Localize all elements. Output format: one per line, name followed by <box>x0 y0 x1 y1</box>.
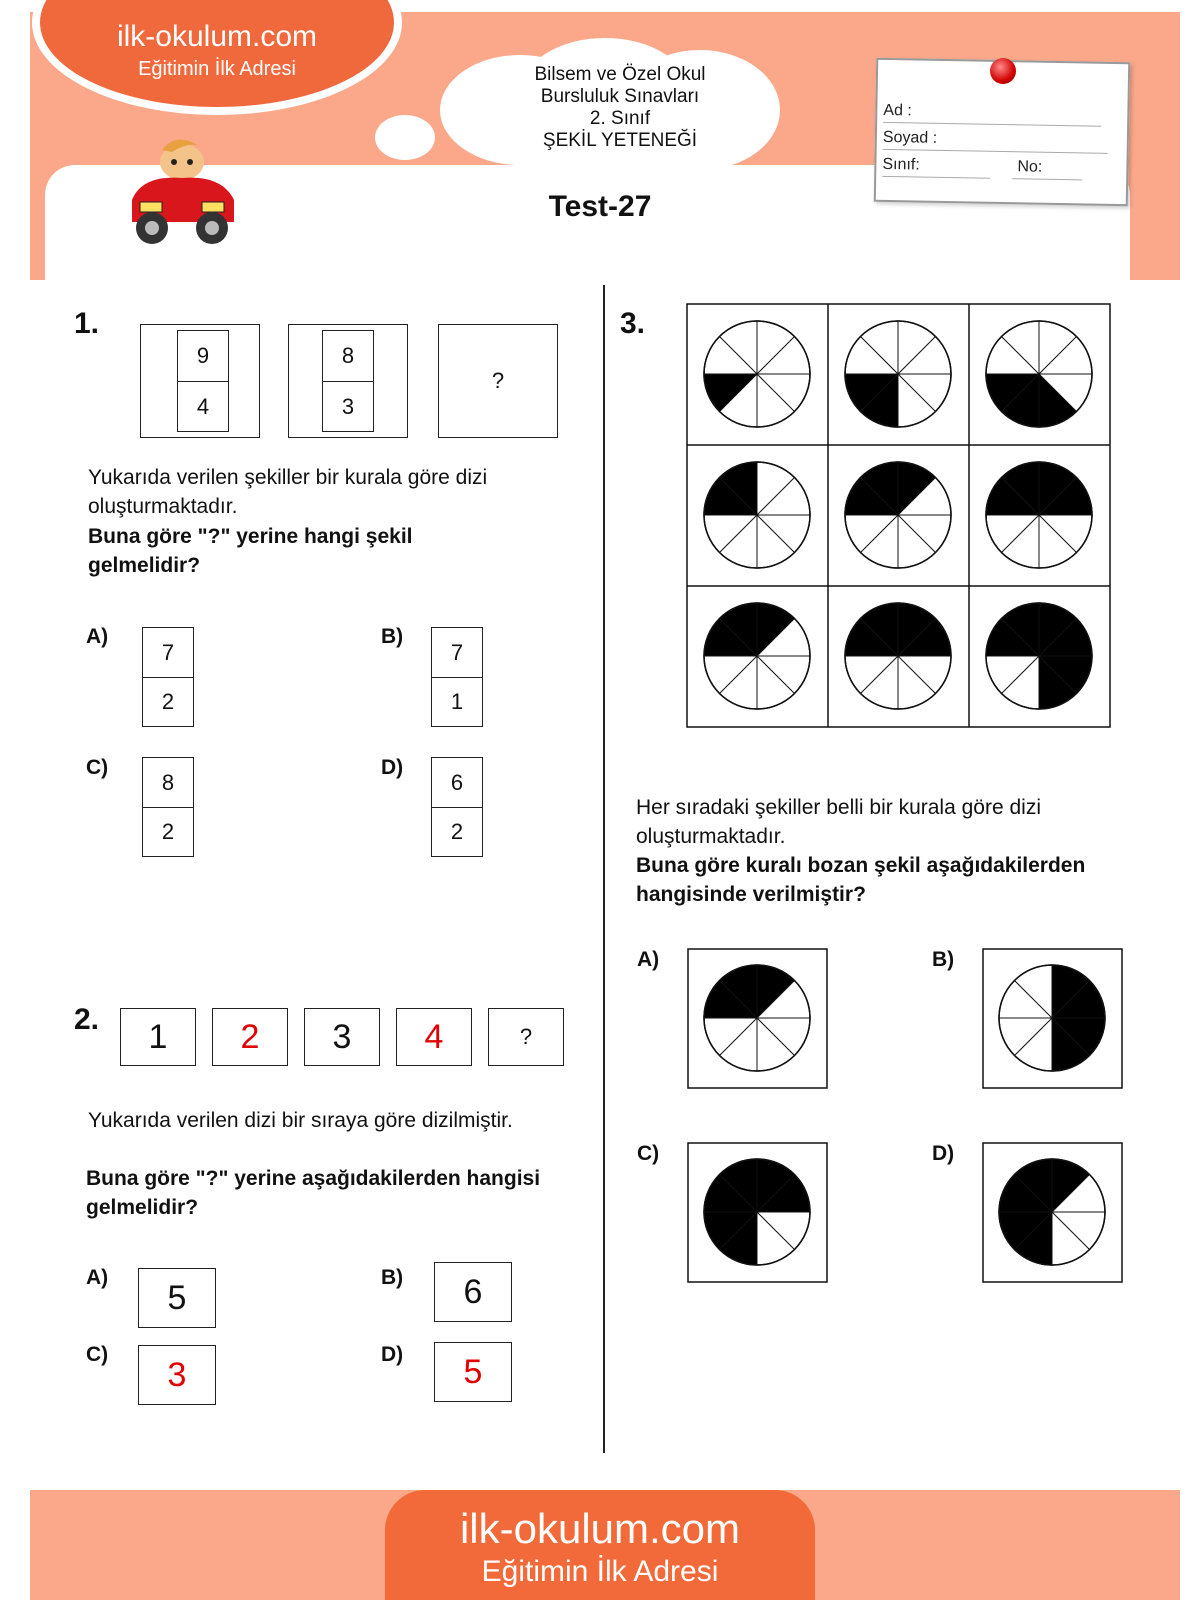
q3-option-b-label[interactable]: B) <box>932 948 955 971</box>
footer-title: ilk-okulum.com <box>459 1505 741 1552</box>
q2-sequence-box: 3 <box>304 1008 380 1066</box>
pie-figure <box>845 603 951 709</box>
push-pin-icon <box>990 58 1016 84</box>
q1-unknown-figure: ? <box>438 324 558 438</box>
q1-b-bottom: 1 <box>450 689 464 714</box>
exam-line-1: Bilsem ve Özel Okul <box>534 64 706 85</box>
q2-option-d[interactable]: 5 <box>434 1342 512 1402</box>
pie-figure <box>986 321 1092 427</box>
pie-figure <box>704 462 810 568</box>
q2-sequence-box: ? <box>488 1008 564 1066</box>
q2-sequence-box: 4 <box>396 1008 472 1066</box>
q3-number: 3. <box>620 307 646 340</box>
q1-option-a[interactable] <box>142 627 194 727</box>
q3-option-d-label[interactable]: D) <box>932 1142 955 1165</box>
q1-option-c[interactable] <box>142 757 194 857</box>
test-title: Test-27 <box>548 190 652 223</box>
q1-c-top: 8 <box>143 758 193 808</box>
q1-d-bottom: 2 <box>450 819 464 844</box>
q2-option-a-label[interactable]: A) <box>86 1266 109 1289</box>
q1-text: Yukarıda verilen şekiller bir kurala göre dizi oluşturmaktadır. <box>88 466 488 518</box>
q1-fig2-top: 8 <box>323 331 373 382</box>
q1-option-c-label[interactable]: C) <box>86 756 109 779</box>
pie-figure <box>999 1159 1105 1265</box>
q1-figure-2 <box>288 324 408 438</box>
footer-subtitle: Eğitimin İlk Adresi <box>481 1555 719 1588</box>
pie-figure <box>999 965 1105 1071</box>
card-sinif-label: Sınıf: <box>882 155 920 174</box>
q2-number: 2. <box>74 1003 100 1036</box>
q1-number: 1. <box>74 307 100 340</box>
q1-option-b[interactable] <box>431 627 483 727</box>
pie-figure <box>986 462 1092 568</box>
pie-figure <box>704 321 810 427</box>
exam-line-4: ŞEKİL YETENEĞİ <box>542 130 698 151</box>
pie-figure <box>845 321 951 427</box>
q1-b-top: 7 <box>432 628 482 678</box>
exam-line-3: 2. Sınıf <box>589 108 651 129</box>
q2-option-b[interactable]: 6 <box>434 1262 512 1322</box>
q3-option-c[interactable] <box>687 1142 829 1284</box>
q1-question: Buna göre "?" yerine hangi şekil gelmelidir? <box>88 525 413 577</box>
q2-option-c-label[interactable]: C) <box>86 1343 109 1366</box>
column-divider <box>603 285 605 1453</box>
q1-c-bottom: 2 <box>161 819 175 844</box>
q1-option-d-label[interactable]: D) <box>381 756 404 779</box>
q1-option-b-label[interactable]: B) <box>381 625 404 648</box>
pie-figure <box>845 462 951 568</box>
logo-subtitle: Eğitimin İlk Adresi <box>138 58 296 80</box>
q1-a-bottom: 2 <box>161 689 175 714</box>
q2-option-c[interactable]: 3 <box>138 1345 216 1405</box>
pie-figure <box>704 965 810 1071</box>
q2-sequence-box: 1 <box>120 1008 196 1066</box>
pie-figure <box>986 603 1092 709</box>
q2-option-d-label[interactable]: D) <box>381 1343 404 1366</box>
q3-question: Buna göre kuralı bozan şekil aşağıdakilerden hangisinde verilmiştir? <box>636 854 1086 906</box>
q1-option-a-label[interactable]: A) <box>86 625 109 648</box>
car-illustration <box>122 130 242 250</box>
q1-fig2-bottom: 3 <box>341 394 355 419</box>
q1-d-top: 6 <box>432 758 482 808</box>
q3-option-a[interactable] <box>687 948 829 1090</box>
card-soyad-label: Soyad : <box>882 128 938 147</box>
q2-option-a[interactable]: 5 <box>138 1268 216 1328</box>
exam-line-2: Bursluluk Sınavları <box>540 86 700 107</box>
q3-option-a-label[interactable]: A) <box>637 948 660 971</box>
logo-title: ilk-okulum.com <box>116 20 318 53</box>
q2-text: Yukarıda verilen dizi bir sıraya göre dizilmiştir. <box>88 1109 513 1132</box>
q3-option-c-label[interactable]: C) <box>637 1142 660 1165</box>
q3-text: Her sıradaki şekiller belli bir kurala göre dizi oluşturmaktadır. <box>636 796 1041 848</box>
q1-option-d[interactable] <box>431 757 483 857</box>
pie-figure <box>704 1159 810 1265</box>
q1-figure-1 <box>140 324 260 438</box>
q3-option-d[interactable] <box>982 1142 1124 1284</box>
card-no-label: No: <box>1017 158 1043 176</box>
q2-option-b-label[interactable]: B) <box>381 1266 404 1289</box>
q1-fig1-bottom: 4 <box>196 394 210 419</box>
card-ad-label: Ad : <box>883 101 912 120</box>
pie-figure <box>704 603 810 709</box>
exam-info <box>470 64 770 152</box>
q2-sequence-box: 2 <box>212 1008 288 1066</box>
q2-question: Buna göre "?" yerine aşağıdakilerden hangisi gelmelidir? <box>86 1167 541 1219</box>
q1-fig1-top: 9 <box>178 331 228 382</box>
q1-a-top: 7 <box>143 628 193 678</box>
q3-option-b[interactable] <box>982 948 1124 1090</box>
q3-pie-grid <box>686 303 1112 729</box>
